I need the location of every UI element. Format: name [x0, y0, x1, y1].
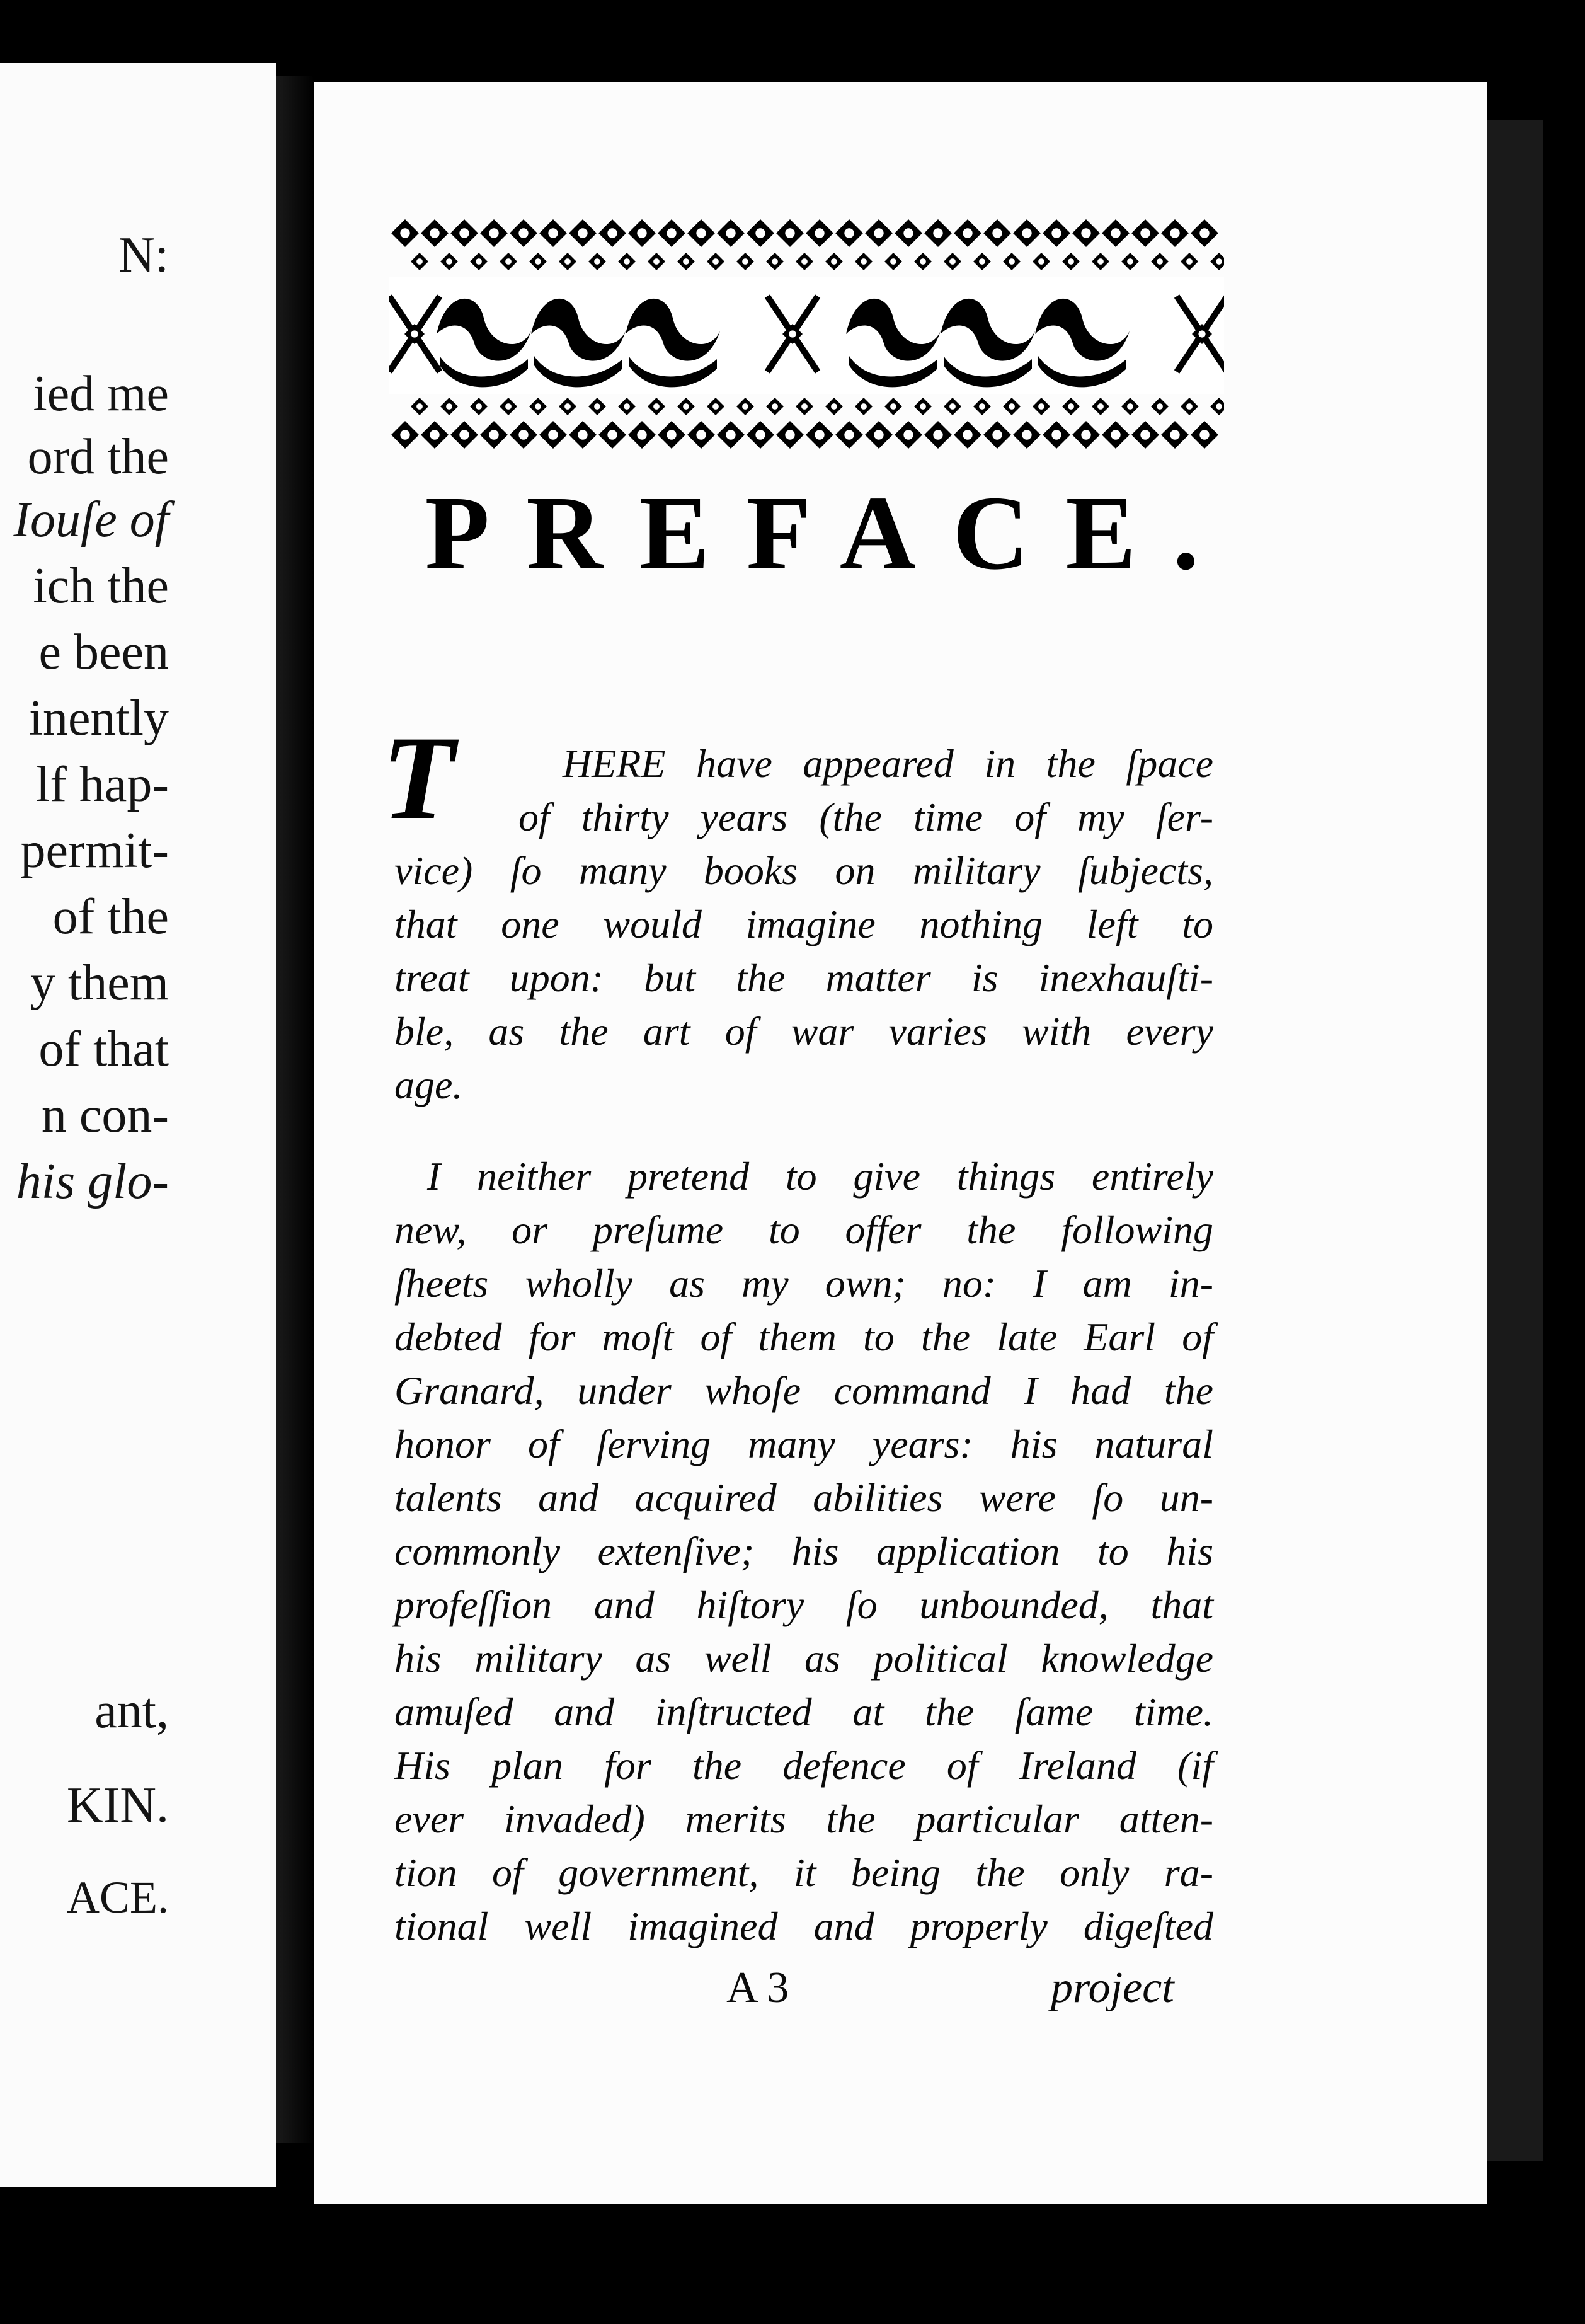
- right-page: [314, 82, 1487, 2204]
- scan-border: [0, 2212, 1585, 2324]
- body-line: profeſſion and hiſtory ſo unbounded, that: [394, 1582, 1213, 1627]
- left-page-line: of that: [38, 1021, 169, 1077]
- left-page-line: ord the: [27, 429, 169, 485]
- body-line: that one would imagine nothing left to: [394, 902, 1213, 946]
- left-page-line: inently: [28, 691, 169, 746]
- body-line: vice) ſo many books on military ſubjects,: [394, 848, 1213, 893]
- left-page-line: his glo-: [16, 1154, 169, 1209]
- body-line: ble, as the art of war varies with every: [394, 1009, 1213, 1054]
- ornament-headpiece: [389, 208, 1224, 463]
- body-line: amuſed and inſtructed at the ſame time.: [394, 1689, 1213, 1734]
- body-line: His plan for the defence of Ireland (if: [394, 1743, 1213, 1788]
- book-gutter: [276, 76, 314, 2143]
- body-line: new, or preſume to offer the following: [394, 1207, 1213, 1252]
- body-line: of thirty years (the time of my ſer-: [518, 795, 1213, 839]
- left-page-line: ied me: [33, 366, 169, 422]
- left-page-line: e been: [38, 624, 169, 680]
- body-line: commonly extenſive; his application to his: [394, 1529, 1213, 1573]
- left-page-line: ich the: [33, 558, 169, 614]
- body-line: tional well imagined and properly digeſted: [394, 1904, 1213, 1948]
- left-page-line: KIN.: [66, 1778, 169, 1833]
- left-page-line: n con-: [41, 1088, 169, 1143]
- left-page-line: permit-: [20, 823, 169, 878]
- body-line: treat upon: but the matter is inexhauſti-: [394, 955, 1213, 1000]
- left-page-line: Iouſe of: [13, 492, 169, 548]
- left-page: [0, 63, 276, 2187]
- body-line: HERE have appeared in the ſpace: [563, 741, 1213, 786]
- left-page-line: ant,: [94, 1683, 169, 1739]
- body-line: I neither pretend to give things entirely: [427, 1154, 1213, 1199]
- left-page-line: y them: [30, 955, 169, 1011]
- body-line: honor of ſerving many years: his natural: [394, 1422, 1213, 1466]
- drop-cap: T: [382, 712, 455, 844]
- left-page-line: of the: [52, 889, 169, 945]
- body-line: ſheets wholly as my own; no: I am in-: [394, 1261, 1213, 1306]
- catchword: project: [1051, 1964, 1174, 2012]
- page-title: PREFACE.: [425, 475, 1236, 592]
- book-edge: [1487, 120, 1543, 2161]
- body-line: Granard, under whoſe command I had the: [394, 1368, 1213, 1413]
- left-page-line: N:: [118, 227, 169, 283]
- left-page-line: ACE.: [67, 1872, 169, 1923]
- page-signature: A 3: [726, 1964, 789, 2012]
- body-line: debted for moſt of them to the late Earl of: [394, 1314, 1213, 1359]
- body-line: his military as well as political knowledge: [394, 1636, 1213, 1681]
- left-page-line: lf hap-: [35, 757, 169, 812]
- body-line: talents and acquired abilities were ſo un-: [394, 1475, 1213, 1520]
- body-line: tion of government, it being the only ra-: [394, 1850, 1213, 1895]
- body-line: age.: [394, 1062, 463, 1107]
- body-line: ever invaded) merits the particular atten-: [394, 1797, 1213, 1841]
